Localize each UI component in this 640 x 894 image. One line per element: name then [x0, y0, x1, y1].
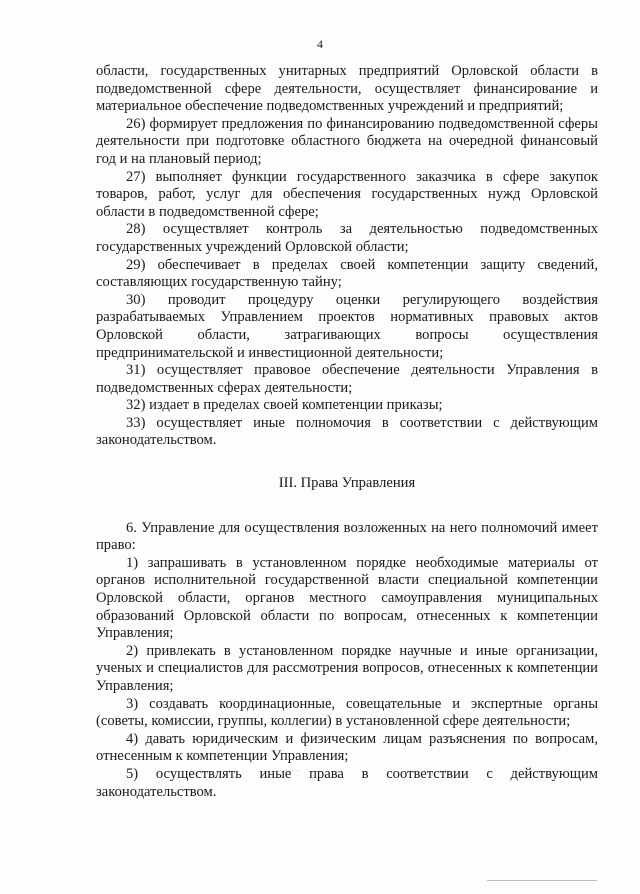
powers-paragraph: 32) издает в пределах своей компетенции приказы; [126, 397, 443, 414]
rights-paragraph: 2) привлекать в установленном порядке научные и иные организации, ученых и специалистов для рассмотрения вопросов, отнесенных к компетенции Управления; [96, 642, 598, 694]
powers-list [96, 63, 598, 450]
page-number: 4 [317, 37, 323, 51]
rights-paragraph: 6. Управление для осуществления возложенных на него полномочий имеет право: [96, 519, 598, 554]
scan-edge-line [487, 880, 597, 881]
section-heading: III. Права Управления [278, 475, 416, 492]
rights-paragraph: 3) создавать координационные, совещательные и экспертные органы (советы, комиссии, группы, коллегии) в установленной сфере деятельности; [96, 695, 598, 730]
scan-artifact [285, 770, 299, 775]
powers-paragraph: области, государственных унитарных предприятий Орловской области в подведомственной сфере деятельности, осуществляет финансирование и материальное обеспечение подведомственных учреждений и предприятий; [96, 63, 598, 115]
rights-list [96, 520, 598, 802]
powers-paragraph: 28) осуществляет контроль за деятельностью подведомственных государственных учреждений Орловской области; [96, 221, 598, 255]
rights-paragraph: 5) осуществлять иные права в соответствии с действующим законодательством. [96, 765, 598, 800]
document-body [96, 63, 598, 801]
rights-paragraph: 1) запрашивать в установленном порядке необходимые материалы от органов исполнительной государственной власти специальной компетенции Орловской области, органов местного самоуправления муниципальных образований Орловской области по вопросам, отнесенных к компетенции Управления; [96, 554, 598, 642]
rights-paragraph: 4) давать юридическим и физическим лицам разъяснения по вопросам, отнесенным к компетенции Управления; [96, 730, 598, 765]
powers-paragraph: 31) осуществляет правовое обеспечение деятельности Управления в подведомственных сферах деятельности; [96, 362, 598, 396]
powers-paragraph: 29) обеспечивает в пределах своей компетенции защиту сведений, составляющих государственную тайну; [96, 256, 598, 291]
powers-paragraph: 27) выполняет функции государственного заказчика в сфере закупок товаров, работ, услуг для обеспечения государственных нужд Орловской области в подведомственной сфере; [96, 168, 598, 220]
powers-paragraph: 30) проводит процедуру оценки регулирующего воздействия разрабатываемых Управлением проектов нормативных правовых актов Орловской области, затрагивающих вопросы осуществления предпринимательской и инвестиционной деятельности; [96, 291, 598, 361]
powers-paragraph: 33) осуществляет иные полномочия в соответствии с действующим законодательством. [96, 414, 598, 449]
powers-paragraph: 26) формирует предложения по финансированию подведомственной сферы деятельности при подготовке областного бюджета на очередной финансовый год и на плановый период; [96, 115, 598, 167]
